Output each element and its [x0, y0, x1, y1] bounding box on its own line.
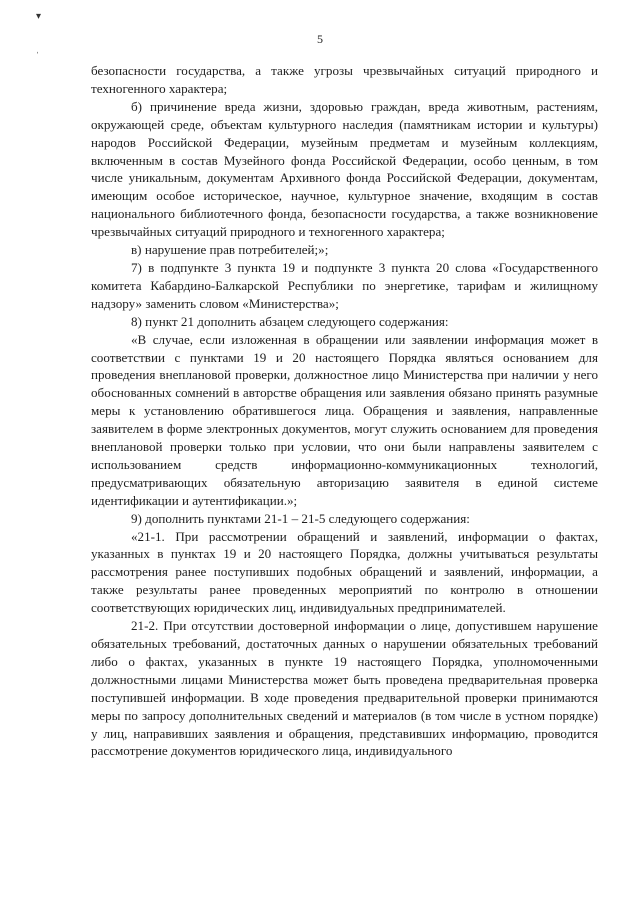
paragraph: 21-2. При отсутствии достоверной информации о лице, допустившем нарушение обязательных требований, достаточных данных о нарушении обязательных требований либо о фактах, указанных в пункте 19 настоящего Порядка, уполномоченными должностными лицами Министерства может быть проведена предварительная проверка поступившей информации. В ходе проведения предварительной проверки принимаются меры по запросу дополнительных сведений и материалов (в том числе в устном порядке) у лиц, направивших заявления и обращения, представивших информацию, проводится рассмотрение документов юридического лица, индивидуального	[91, 618, 598, 759]
paragraph: «21-1. При рассмотрении обращений и заявлений, информации о фактах, указанных в пунктах 19 и 20 настоящего Порядка, должны учитываться результаты рассмотрения ранее поступивших подобных обращений и заявлений, информации, а также результаты ранее проведенных мероприятий по контролю в отношении соответствующих юридических лиц, индивидуальных предпринимателей.	[91, 528, 598, 616]
scan-mark: ˌ	[36, 43, 40, 54]
scan-mark: ▾	[36, 11, 42, 22]
paragraph: 8) пункт 21 дополнить абзацем следующего содержания:	[131, 313, 449, 329]
paragraph: 9) дополнить пунктами 21-1 – 21-5 следующего содержания:	[131, 510, 470, 526]
paragraph: «В случае, если изложенная в обращении или заявлении информация может в соответствии с пунктами 19 и 20 настоящего Порядка являться основанием для проведения внеплановой проверки, должностное лицо Министерства при наличии у него обоснованных сомнений в авторстве обращения или заявления обязано принять разумные меры к установлению обратившегося лица. Обращения и заявления, направленные заявителем в форме электронных документов, могут служить основанием для проведения внеплановой проверки только при условии, что они были направлены заявителем с использованием средств информационно-коммуникационных технологий, предусматривающих обязательную авторизацию заявителя в единой системе идентификации и аутентификации.»;	[91, 331, 598, 508]
page-number: 5	[317, 32, 323, 46]
paragraph: 7) в подпункте 3 пункта 19 и подпункте 3 пункта 20 слова «Государственного комитета Кабардино-Балкарской Республики по энергетике, тарифам и жилищному надзору» заменить словом «Министерства»;	[91, 259, 598, 311]
paragraph: безопасности государства, а также угрозы чрезвычайных ситуаций природного и техногенного характера;	[91, 63, 598, 96]
paragraph: в) нарушение прав потребителей;»;	[131, 242, 329, 258]
document-body	[91, 62, 598, 760]
paragraph: б) причинение вреда жизни, здоровью граждан, вреда животным, растениям, окружающей среде, объектам культурного наследия (памятникам истории и культуры) народов Российской Федерации, музейным предметам и музейным коллекциям, включенным в состав Музейного фонда Российской Федерации, особо ценным, в том числе уникальным, документам Архивного фонда Российской Федерации, документам, имеющим особое историческое, научное, культурное значение, входящим в состав национального библиотечного фонда, безопасности государства, а также возникновение чрезвычайных ситуаций природного и техногенного характера;	[91, 98, 598, 240]
